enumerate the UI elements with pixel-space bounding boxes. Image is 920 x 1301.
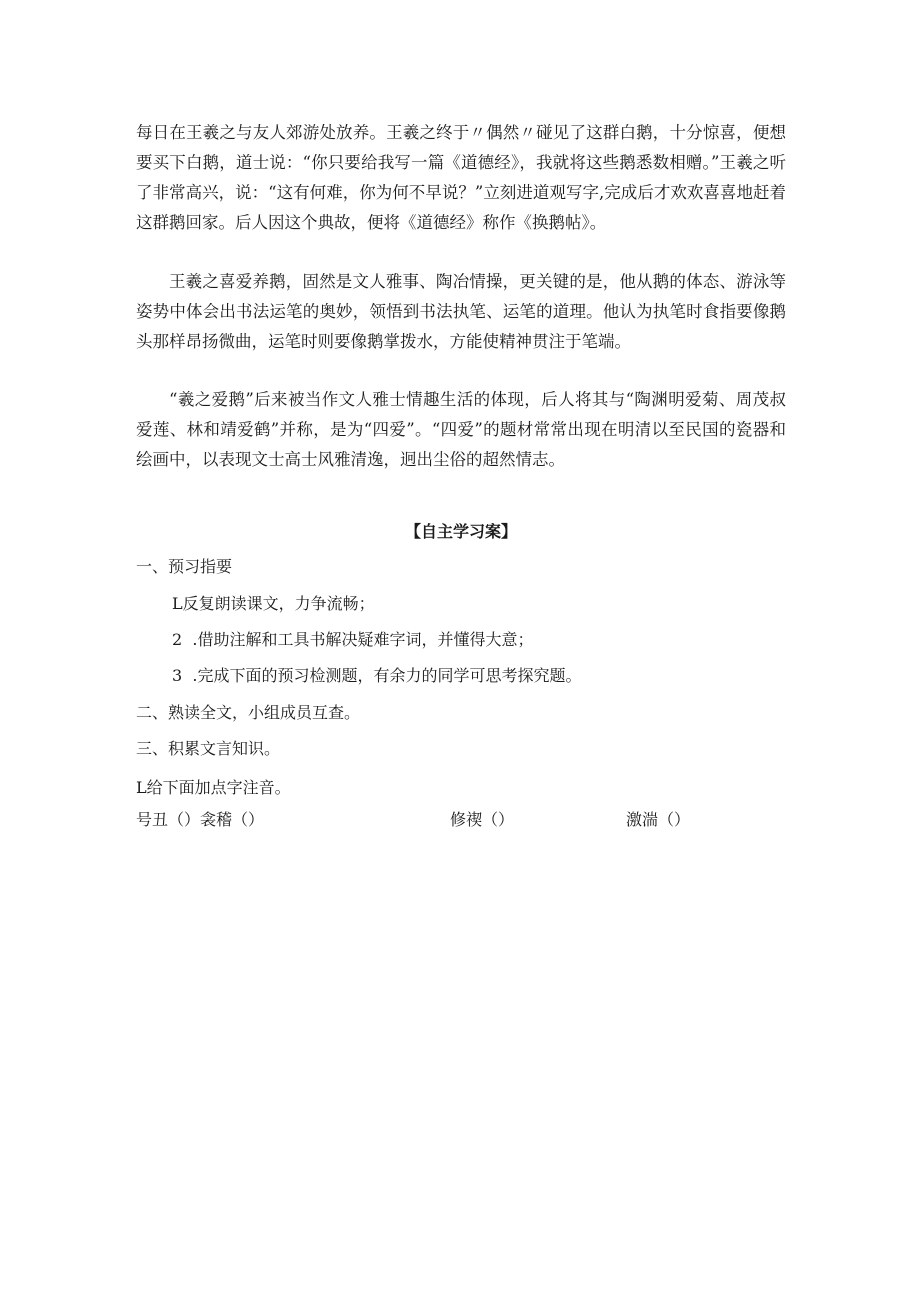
pronunciation-item-3: 激湍（） [626, 810, 691, 829]
article-paragraph-2: 王羲之喜爱养鹅，固然是文人雅事、陶冶情操，更关键的是，他从鹅的体态、游泳等姿势中体会出书法运笔的奥妙，领悟到书法执笔、运笔的道理。他认为执笔时食指要像鹅头那样昂扬微曲，运笔时则要像鹅掌拨水，方能使精神贯注于笔端。 [136, 272, 786, 351]
pronunciation-question: L给下面加点字注音。 [136, 778, 291, 797]
article-paragraph-3: “羲之爱鹅”后来被当作文人雅士情趣生活的体现，后人将其与“陶渊明爱菊、周茂叔爱莲、林和靖爱鹤”并称，是为“四爱”。“四爱”的题材常常出现在明清以至民国的瓷器和绘画中，以表现文士高士风雅清逸，迥出尘俗的超然情志。 [136, 390, 786, 469]
read-through-heading: 二、熟读全文，小组成员互查。 [136, 703, 361, 722]
pronunciation-item-1: 号丑（）衾稽（） [136, 810, 265, 829]
preview-step-2: 2 .借助注解和工具书解决疑难字词，并懂得大意； [172, 630, 534, 649]
preview-step-3: 3 .完成下面的预习检测题，有余力的同学可思考探究题。 [172, 666, 582, 685]
preview-step-1: L反复朗读课文，力争流畅； [172, 594, 375, 613]
preview-guide-heading: 一、预习指要 [136, 557, 233, 576]
classical-knowledge-heading: 三、积累文言知识。 [136, 739, 281, 758]
article-paragraph-1: 每日在王羲之与友人郊游处放养。王羲之终于〃偶然〃碰见了这群白鹅，十分惊喜，便想要买下白鹅，道士说：“你只要给我写一篇《道德经》，我就将这些鹅悉数相赠。”王羲之听了非常高兴，说：“这有何难，你为何不早说？”立刻进道观写字,完成后才欢欢喜喜地赶着这群鹅回家。后人因这个典故，便将《道德经》称作《换鹅帖》。 [136, 123, 786, 232]
study-plan-title: 【自主学习案】 [404, 522, 517, 541]
pronunciation-item-2: 修禊（） [450, 810, 515, 829]
